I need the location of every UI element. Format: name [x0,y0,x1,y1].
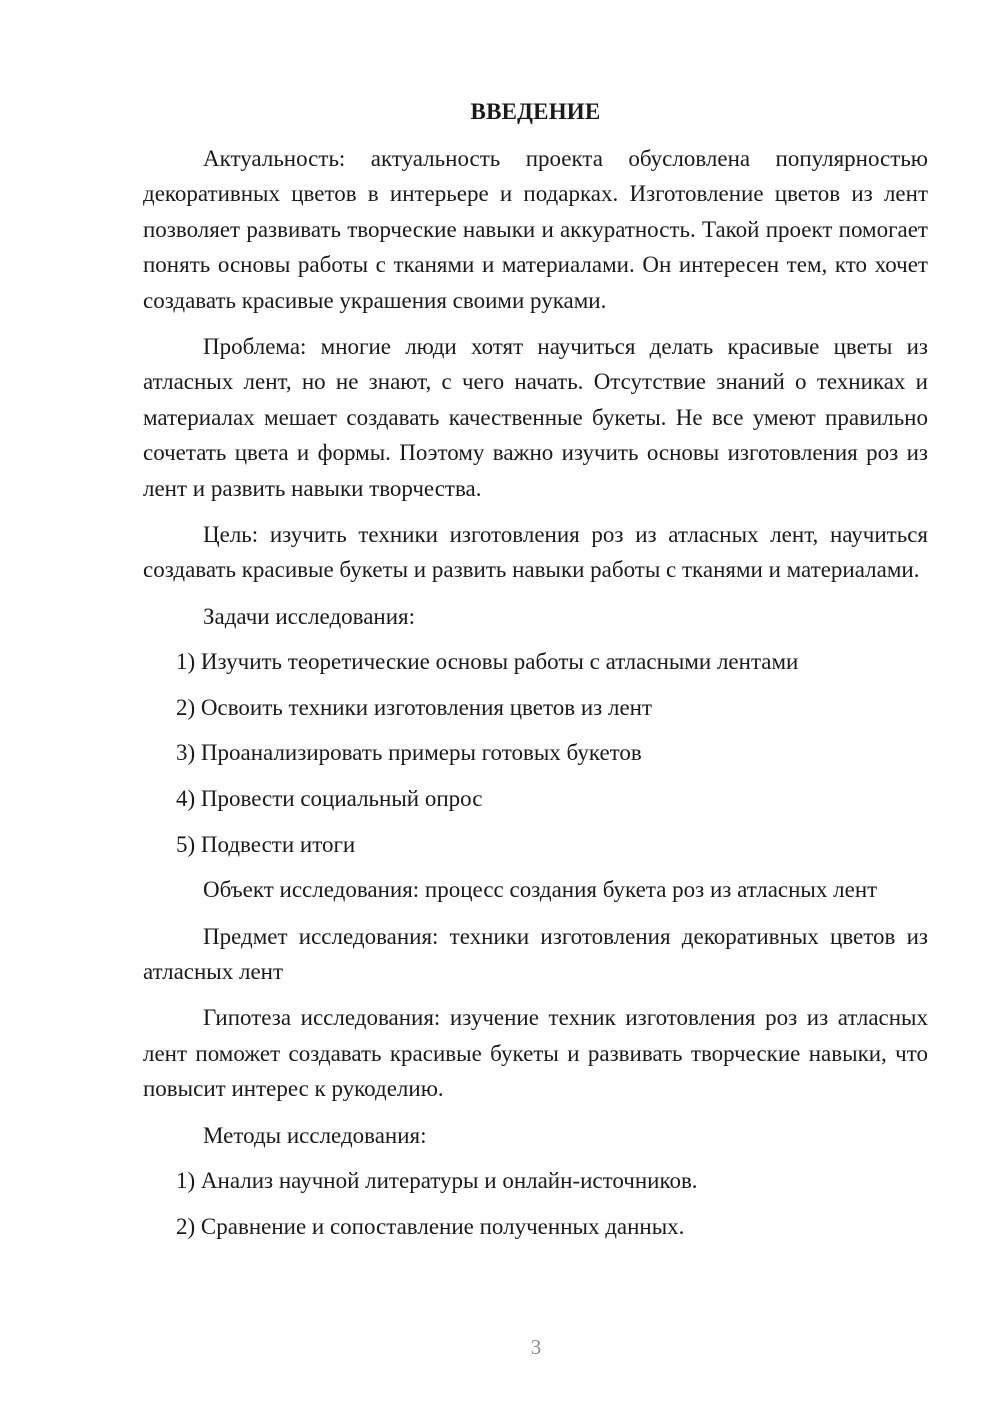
list-item: 2) Освоить техники изготовления цветов из лент [176,694,653,720]
list-item: 2) Сравнение и сопоставление полученных данных. [176,1213,685,1239]
methods-heading: Методы исследования: [203,1122,427,1148]
hypothesis-paragraph: Гипотеза исследования: изучение техник изготовления роз из атласных лент поможет создавать красивые букеты и развивать творческие навыки, что повысит интерес к рукоделию. [143,1005,928,1102]
tasks-heading: Задачи исследования: [203,603,416,629]
page-number: 3 [530,1335,542,1359]
object-paragraph: Объект исследования: процесс создания букета роз из атласных лент [203,877,878,903]
list-item: 1) Анализ научной литературы и онлайн-источников. [176,1168,698,1194]
relevance-paragraph: Актуальность: актуальность проекта обусловлена популярностью декоративных цветов в интерьере и подарках. Изготовление цветов из лент позволяет развивать творческие навыки и аккуратность. Такой проект помогает понять основы работы с тканями и материалами. Он интересен тем, кто хочет создавать красивые украшения своими руками. [143,146,928,313]
page-content [143,94,928,1254]
goal-paragraph: Цель: изучить техники изготовления роз из атласных лент, научиться создавать красивые букеты и развить навыки работы с тканями и материалами. [143,522,928,583]
list-item: 4) Провести социальный опрос [176,786,483,812]
problem-paragraph: Проблема: многие люди хотят научиться делать красивые цветы из атласных лент, но не знают, с чего начать. Отсутствие знаний о техниках и материалах мешает создавать качественные букеты. Не все умеют правильно сочетать цвета и формы. Поэтому важно изучить основы изготовления роз из лент и развить навыки творчества. [143,334,928,501]
page-title: ВВЕДЕНИЕ [470,99,601,124]
subject-paragraph: Предмет исследования: техники изготовления декоративных цветов из атласных лент [143,923,928,985]
list-item: 3) Проанализировать примеры готовых букетов [176,740,642,766]
tasks-list [143,644,928,862]
methods-list [143,1163,928,1244]
list-item: 1) Изучить теоретические основы работы с атласными лентами [176,649,799,675]
list-item: 5) Подвести итоги [176,831,356,857]
